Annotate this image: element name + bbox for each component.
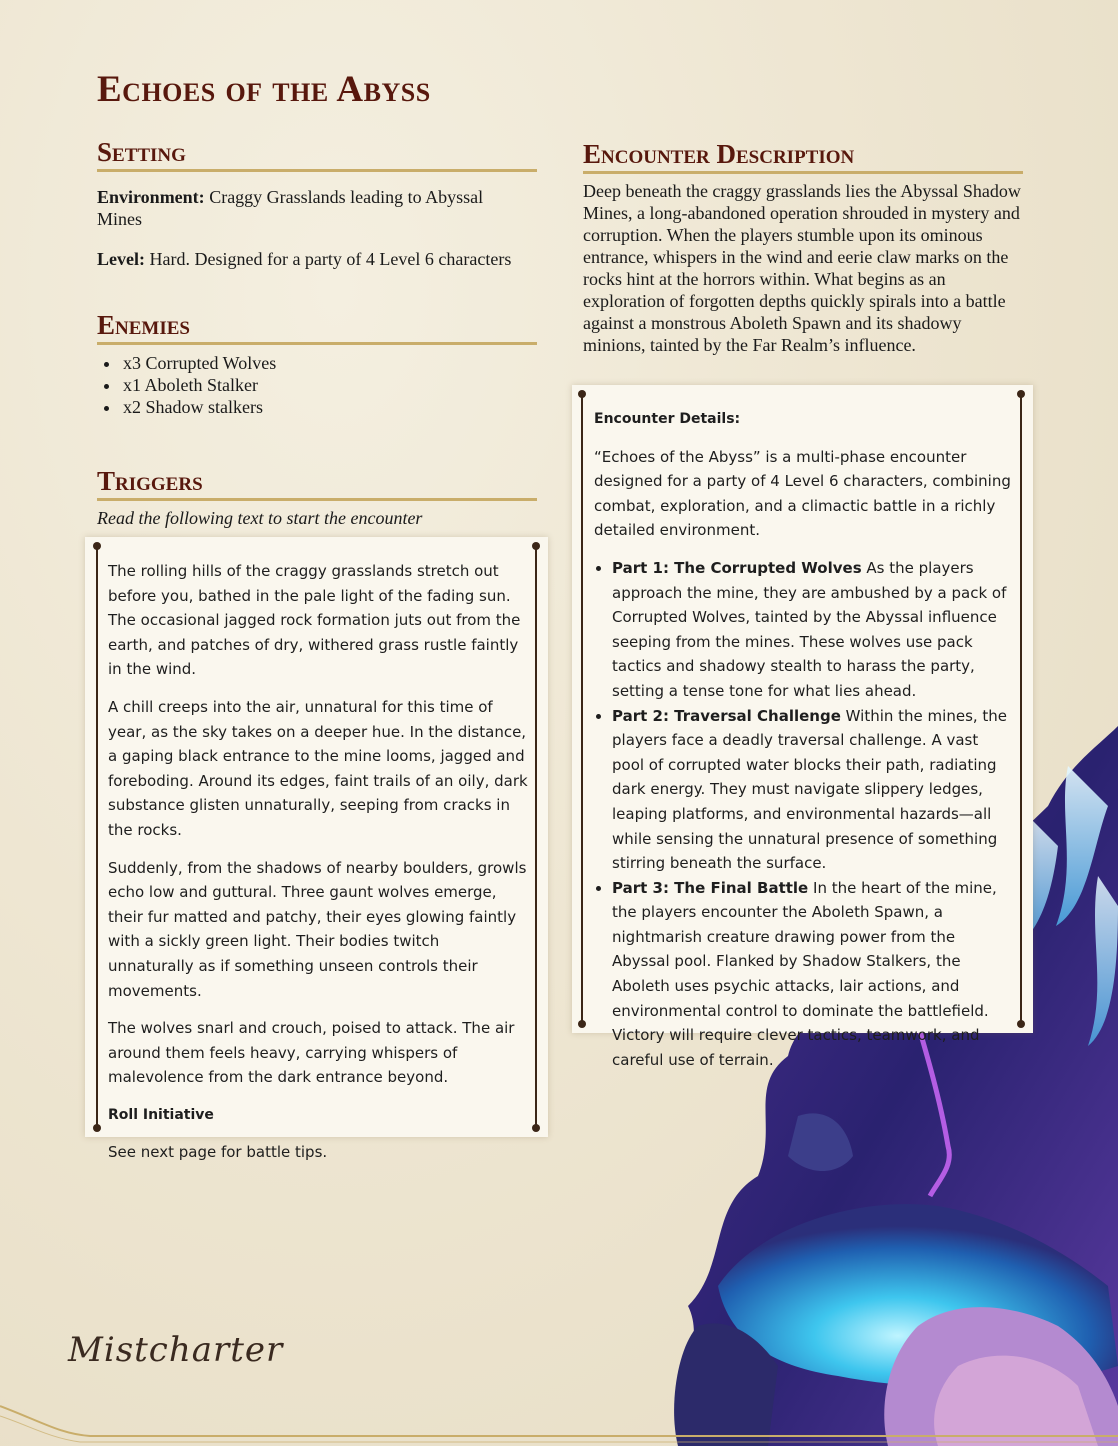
setting-heading: Setting — [97, 136, 537, 172]
details-label: Encounter Details: — [594, 411, 741, 427]
read-aloud-box — [85, 537, 548, 1162]
page-title: Echoes of the Abyss — [97, 69, 431, 110]
description-text: Deep beneath the craggy grasslands lies the Abyssal Shadow Mines, a long-abandoned operation shrouded in mystery and corruption. When the players stumble upon its ominous entrance, whispers in the wind and eerie claw marks on the rocks hint at the horrors within. What begins as an exploration of forgotten depths quickly spirals into a battle against a monstrous Aboleth Spawn and its shadowy minions, tainted by the Far Realm’s influence. — [583, 181, 1021, 355]
part-text: As the players approach the mine, they are ambushed by a pack of Corrupted Wolves, tainted by the Abyssal influence seeping from the mines. These wolves use pack tactics and shadowy stealth to harass the party, setting a tense tone for what lies ahead. — [612, 558, 1007, 700]
list-item: • x1 Aboleth Stalker — [121, 374, 276, 396]
list-item — [612, 556, 1012, 704]
box-rail-right — [1020, 393, 1022, 1025]
triggers-heading: Triggers — [97, 465, 537, 501]
list-item: • x2 Shadow stalkers — [121, 396, 276, 418]
environment-label: Environment: — [97, 187, 205, 207]
list-item: • x3 Corrupted Wolves — [121, 352, 276, 374]
list-item — [612, 704, 1012, 876]
parts-list — [594, 556, 1012, 1072]
part-title: Part 2: Traversal Challenge — [612, 706, 841, 725]
read-aloud-paragraph: The rolling hills of the craggy grasslands stretch out before you, bathed in the pale light of the fading sun. The occasional jagged rock formation juts out from the earth, and patches of dry, withered grass rustle faintly in the wind. — [108, 562, 521, 679]
enemies-heading: Enemies — [97, 309, 537, 345]
environment-line — [97, 186, 527, 230]
roll-initiative: Roll Initiative — [108, 1106, 214, 1123]
part-text: In the heart of the mine, the players encounter the Aboleth Spawn, a nightmarish creature drawing power from the Abyssal pool. Flanked by Shadow Stalkers, the Aboleth uses psychic attacks, lair actions, and environmental control to dominate the battlefield. Victory will require clever tactics, teamwork, and careful use of terrain. — [612, 878, 997, 1069]
read-aloud-paragraph: The wolves snarl and crouch, poised to attack. The air around them feels heavy, carrying whispers of malevolence from the dark entrance beyond. — [108, 1019, 515, 1087]
read-aloud-text — [108, 559, 528, 1178]
read-aloud-paragraph: A chill creeps into the air, unnatural for this time of year, as the sky takes on a deeper hue. In the distance, a gaping black entrance to the mine looms, jagged and foreboding. Around its edges, faint trails of an oily, dark substance glisten unnaturally, seeping from cracks in the rocks. — [108, 697, 528, 839]
enemies-list — [97, 352, 276, 418]
next-page-note: See next page for battle tips. — [108, 1143, 328, 1162]
part-text: Within the mines, the players face a deadly traversal challenge. A vast pool of corrupted water blocks their path, radiating dark energy. They must navigate slippery ledges, leaping platforms, and environmental hazards—all while sensing the unnatural presence of something stirring beneath the surface. — [612, 706, 1008, 873]
level-line — [97, 248, 527, 270]
part-title: Part 1: The Corrupted Wolves — [612, 558, 862, 577]
box-rail-left — [581, 393, 583, 1025]
box-rail-left — [96, 545, 98, 1129]
triggers-intro: Read the following text to start the encounter — [97, 508, 423, 528]
read-aloud-paragraph: Suddenly, from the shadows of nearby boulders, growls echo low and guttural. Three gaunt wolves emerge, their fur matted and patchy, their eyes glowing faintly with a sickly green light. Their bodies twitch unnaturally as if something unseen controls their movements. — [108, 858, 527, 1000]
signature: Mistcharter — [68, 1330, 284, 1370]
box-rail-right — [535, 545, 537, 1129]
description-heading: Encounter Description — [583, 138, 1023, 174]
level-label: Level: — [97, 249, 145, 269]
footer-ornament — [0, 1376, 1118, 1446]
details-box — [572, 385, 1033, 1069]
level-value: Hard. Designed for a party of 4 Level 6 characters — [149, 249, 512, 269]
list-item — [612, 876, 1012, 1073]
details-text — [594, 407, 1012, 1072]
details-intro: “Echoes of the Abyss” is a multi-phase encounter designed for a party of 4 Level 6 characters, combining combat, exploration, and a climactic battle in a richly detailed environment. — [594, 447, 1011, 540]
part-title: Part 3: The Final Battle — [612, 878, 809, 897]
environment-value: Craggy Grasslands leading to Abyssal Mines — [97, 187, 484, 229]
